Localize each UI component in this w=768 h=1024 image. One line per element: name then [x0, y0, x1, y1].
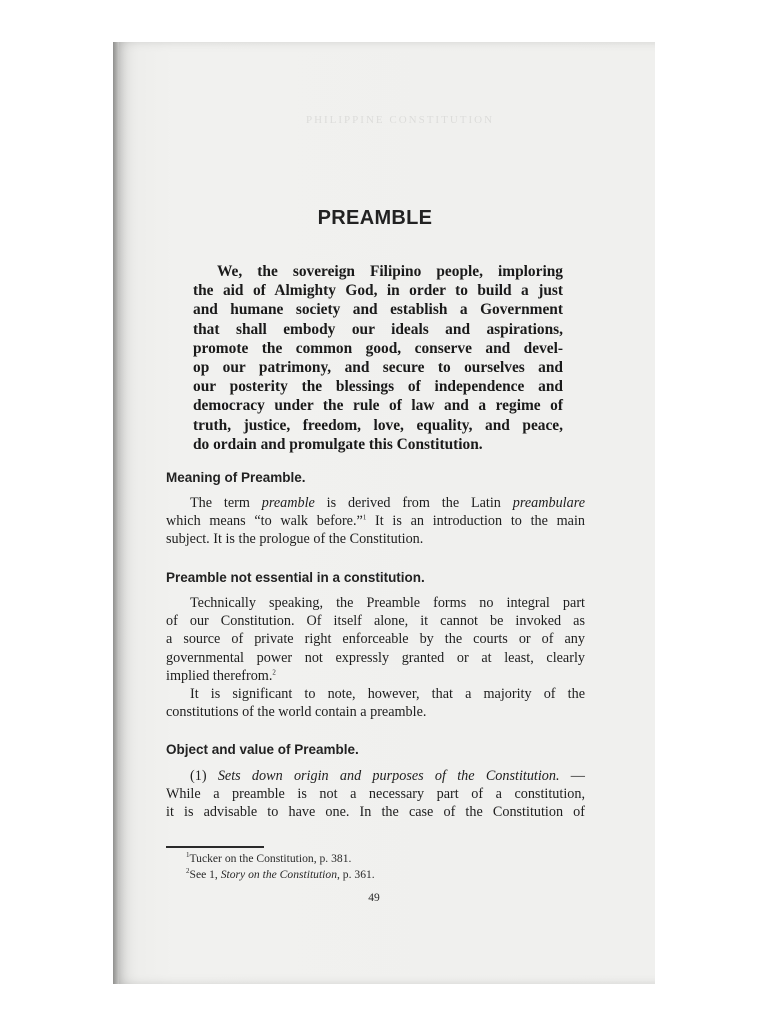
page-gutter-shadow [113, 42, 119, 984]
section-heading-meaning: Meaning of Preamble. [166, 470, 306, 485]
running-head: PHILIPPINE CONSTITUTION [305, 114, 495, 126]
footnotes [186, 851, 375, 882]
preamble-line: our posterity the blessings of independence and [193, 378, 563, 396]
preamble-line: truth, justice, freedom, love, equality, and peace, [193, 416, 563, 434]
text-run: — [559, 768, 585, 784]
section-body-object [166, 767, 585, 822]
footnote-1 [186, 851, 375, 867]
preamble-line: do ordain and promulgate this Constitution. [193, 435, 483, 453]
preamble-line: and humane society and establish a Government [193, 301, 563, 319]
preamble-line: op our patrimony, and secure to ourselves and [193, 359, 563, 377]
section-heading-object: Object and value of Preamble. [166, 742, 359, 757]
footnote-rule [166, 846, 264, 848]
body-line: of our Constitution. Of itself alone, it cannot be invoked as [166, 613, 585, 630]
preamble-line: We, the sovereign Filipino people, imploring [217, 263, 563, 280]
body-line [166, 512, 585, 530]
footnote-2 [186, 867, 375, 883]
page-number: 49 [368, 892, 380, 904]
body-line [166, 494, 585, 512]
body-line: governmental power not expressly granted or at least, clearly [166, 649, 585, 666]
footnote-text: See 1, [189, 867, 221, 881]
preamble-line: that shall embody our ideals and aspirations, [193, 320, 563, 338]
body-line: While a preamble is not a necessary part of a constitution, [166, 786, 585, 803]
section-heading-not-essential: Preamble not essential in a constitution. [166, 570, 425, 585]
italic-term: preamble [261, 495, 315, 511]
text-run: implied therefrom. [166, 667, 273, 684]
section-body-not-essential [166, 594, 585, 721]
body-line: subject. It is the prologue of the Constitution. [166, 531, 424, 548]
preamble-line: the aid of Almighty God, in order to build a just [193, 282, 563, 300]
body-line: constitutions of the world contain a preamble. [166, 704, 427, 721]
page-title: PREAMBLE [317, 207, 433, 229]
body-line: it is advisable to have one. In the case of the Constitution of [166, 804, 585, 821]
text-run: It is an introduction to the main [366, 513, 586, 530]
body-line [166, 767, 585, 785]
footnote-number: 1 [186, 851, 190, 860]
footnote-text: Tucker on the Constitution, p. 381. [189, 852, 352, 865]
footnote-number: 2 [186, 866, 190, 875]
footnote-text: , p. 361. [337, 867, 375, 881]
preamble-line: promote the common good, conserve and devel- [193, 339, 563, 357]
body-line: It is significant to note, however, that a majority of the [190, 686, 585, 703]
body-line: a source of private right enforceable by the courts or of any [166, 631, 585, 648]
footnote-ref: 1 [362, 513, 367, 522]
footnote-ref: 2 [272, 668, 276, 677]
italic-term: preambulare [512, 495, 585, 511]
preamble-text [193, 262, 563, 454]
body-line [166, 667, 585, 685]
text-run: is derived from the Latin [314, 495, 513, 511]
italic-title: Story on the Constitution [220, 867, 337, 881]
preamble-line: democracy under the rule of law and a regime of [193, 397, 563, 415]
body-line: Technically speaking, the Preamble forms no integral part [190, 595, 585, 611]
section-body-meaning [166, 494, 585, 549]
italic-term: Sets down origin and purposes of the Constitution. [217, 768, 560, 784]
text-run: (1) [190, 768, 218, 784]
text-run: which means “to walk before.” [166, 513, 363, 530]
text-run: The term [190, 495, 262, 511]
